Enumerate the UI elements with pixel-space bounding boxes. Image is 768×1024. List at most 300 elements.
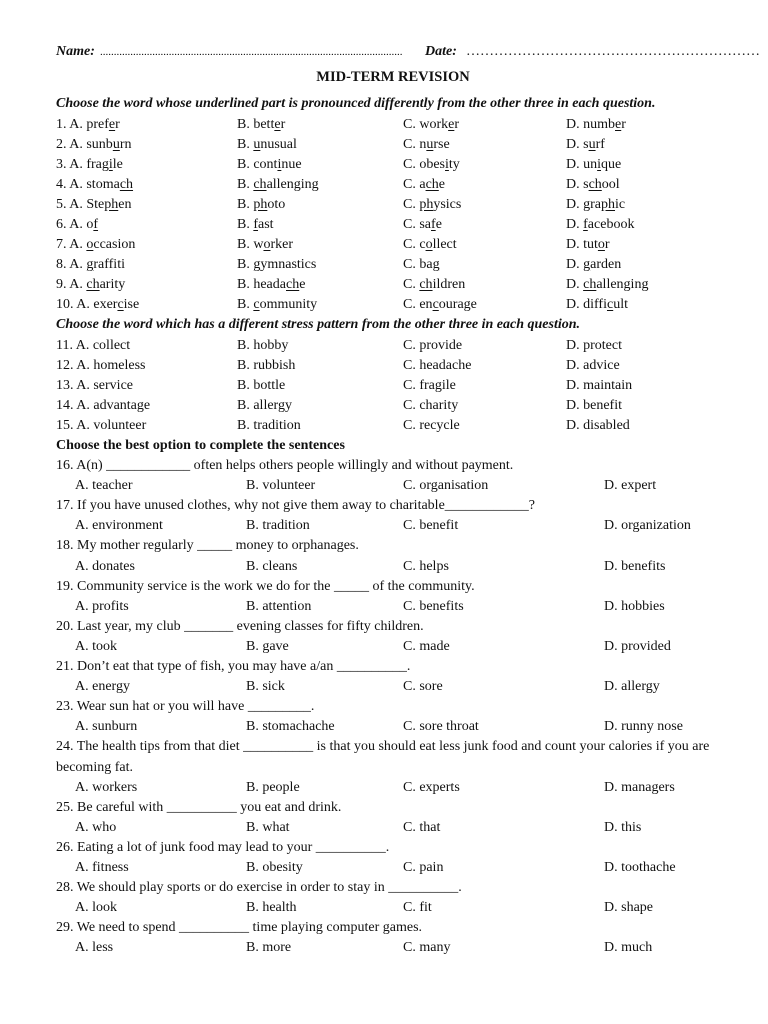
option-a: [56, 416, 146, 436]
option-a: [75, 597, 129, 617]
option-word: [86, 257, 125, 272]
option-letter: A.: [69, 176, 83, 192]
question-row: [56, 115, 716, 135]
option-b: [246, 597, 311, 617]
option-letter: B.: [237, 156, 250, 172]
option-letter: A.: [75, 819, 89, 835]
option-word: teacher: [92, 478, 133, 494]
option-d: [566, 135, 605, 155]
option-b: [237, 115, 285, 135]
section-instruction: Choose the best option to complete the sentences: [56, 438, 345, 453]
option-word: [86, 237, 135, 252]
word-part: nue: [281, 156, 302, 172]
option-word: [583, 217, 634, 232]
question-stem: [56, 496, 716, 516]
answer-options: [56, 778, 716, 798]
option-letter: C.: [403, 598, 416, 614]
option-letter: C.: [403, 116, 416, 132]
option-word: recycle: [419, 417, 460, 433]
option-d: [566, 235, 610, 255]
word-part: rn: [119, 136, 132, 152]
word-part: ildren: [432, 277, 466, 293]
option-letter: D.: [566, 136, 580, 152]
option-letter: C.: [403, 397, 416, 413]
option-letter: B.: [246, 518, 259, 534]
question-stem: [56, 838, 716, 858]
option-word: runny nose: [621, 719, 683, 735]
option-d: [566, 295, 628, 315]
option-letter: B.: [246, 779, 259, 795]
option-word: disabled: [583, 417, 630, 433]
word-part: diffi: [583, 297, 607, 313]
option-word: [93, 297, 139, 312]
word-part: le: [112, 156, 123, 172]
option-d: [604, 637, 671, 657]
option-letter: A.: [69, 156, 83, 172]
option-word: provide: [419, 337, 463, 353]
option-letter: A.: [76, 297, 90, 313]
word-part: en: [419, 297, 433, 313]
option-letter: B.: [237, 357, 250, 373]
option-d: [566, 175, 620, 195]
question-text: Be careful with __________ you eat and drink.: [77, 799, 342, 815]
option-c: [403, 195, 461, 215]
option-letter: C.: [403, 337, 416, 353]
option-letter: B.: [237, 257, 250, 273]
underlined-part: ph: [601, 196, 616, 212]
underlined-part: i: [597, 156, 602, 172]
option-c: [403, 336, 462, 356]
option-letter: B.: [246, 900, 259, 916]
name-label: Name:: [56, 44, 95, 59]
option-letter: D.: [566, 277, 580, 293]
question-number: 4.: [56, 176, 67, 192]
option-b: [237, 195, 285, 215]
word-part: acebook: [587, 216, 635, 232]
question-row: [56, 295, 716, 315]
option-d: [566, 275, 648, 295]
underlined-part: ch: [253, 176, 267, 192]
word-part: r: [115, 116, 120, 132]
option-word: [583, 257, 621, 272]
option-word: benefit: [583, 397, 622, 413]
underlined-part: c: [606, 297, 614, 313]
word-part: r: [604, 237, 610, 253]
option-c: [403, 898, 432, 918]
option-word: [86, 197, 131, 212]
word-part: ommunity: [259, 297, 318, 313]
answer-options: [56, 677, 716, 697]
option-word: hobby: [253, 337, 289, 353]
underlined-part: g: [432, 257, 440, 273]
option-word: pain: [419, 859, 444, 875]
option-d: [604, 476, 656, 496]
word-part: allenging: [266, 176, 319, 192]
question-number: 10.: [56, 297, 74, 313]
word-part: rse: [433, 136, 450, 152]
word-part: gra: [583, 196, 602, 212]
option-word: [86, 117, 119, 132]
question-number: 25.: [56, 799, 74, 815]
question-stem: [56, 737, 716, 777]
option-letter: C.: [403, 859, 416, 875]
option-letter: B.: [246, 598, 259, 614]
option-word: [86, 277, 125, 292]
option-letter: B.: [237, 176, 250, 192]
underlined-part: ch: [583, 277, 597, 293]
option-letter: B.: [237, 297, 250, 313]
option-word: volunteer: [262, 478, 316, 494]
option-b: [246, 677, 285, 697]
underlined-part: c: [432, 297, 439, 313]
option-word: advantage: [93, 397, 151, 413]
word-part: pref: [86, 116, 109, 132]
option-letter: D.: [566, 357, 580, 373]
word-part: ise: [123, 297, 140, 313]
option-c: [403, 476, 488, 496]
option-word: [253, 117, 285, 132]
option-word: headache: [419, 357, 472, 373]
word-part: bett: [253, 116, 275, 132]
option-a: [56, 235, 135, 255]
option-letter: C.: [403, 277, 416, 293]
question-number: 13.: [56, 377, 74, 393]
option-word: much: [621, 940, 653, 956]
question-row: [56, 376, 716, 396]
word-part: llect: [432, 237, 457, 253]
option-c: [403, 235, 457, 255]
option-word: who: [92, 819, 117, 835]
option-letter: C.: [403, 297, 416, 313]
option-b: [237, 255, 316, 275]
worksheet: [56, 42, 760, 958]
option-letter: B.: [237, 277, 250, 293]
option-a: [75, 778, 137, 798]
word-part: allenging: [596, 277, 649, 293]
option-a: [56, 396, 150, 416]
option-word: collect: [92, 337, 131, 353]
option-word: expert: [621, 478, 657, 494]
question-number: 2.: [56, 136, 67, 152]
word-part: r: [621, 116, 626, 132]
option-b: [237, 235, 293, 255]
option-letter: B.: [246, 638, 259, 654]
option-a: [75, 898, 117, 918]
underlined-part: u: [253, 136, 261, 152]
underlined-part: f: [93, 216, 99, 232]
question-text: Last year, my club _______ evening classes for fifty children.: [77, 618, 424, 634]
option-letter: B.: [237, 116, 250, 132]
question-number: 8.: [56, 257, 67, 273]
question-number: 18.: [56, 538, 74, 554]
underlined-part: o: [425, 237, 433, 253]
option-d: [604, 516, 691, 536]
name-blank: ..............................................................................................................: [100, 46, 403, 58]
option-letter: A.: [75, 679, 89, 695]
word-part: exer: [93, 297, 118, 313]
option-word: donates: [92, 558, 135, 574]
option-word: health: [262, 900, 297, 916]
question-number: 24.: [56, 739, 74, 755]
option-word: [419, 277, 465, 292]
question-text: Don’t eat that type of fish, you may have a/an __________.: [77, 659, 411, 675]
question-number: 11.: [56, 337, 73, 353]
option-letter: D.: [566, 116, 580, 132]
option-word: environment: [92, 518, 163, 534]
option-word: organization: [621, 518, 691, 534]
option-letter: A.: [75, 638, 89, 654]
question-stem: [56, 918, 716, 938]
option-letter: C.: [403, 558, 416, 574]
option-letter: D.: [566, 337, 580, 353]
option-letter: A.: [69, 216, 83, 232]
option-word: helps: [419, 558, 449, 574]
word-part: ast: [258, 216, 274, 232]
option-letter: C.: [403, 377, 416, 393]
question-row: [56, 175, 716, 195]
option-word: look: [92, 900, 118, 916]
question-number: 3.: [56, 156, 67, 172]
option-a: [56, 295, 139, 315]
question-text: A(n) ____________ often helps others people willingly and without payment.: [76, 458, 514, 474]
option-letter: D.: [566, 216, 580, 232]
option-d: [604, 938, 652, 958]
option-word: tradition: [253, 417, 301, 433]
word-part: tut: [583, 237, 598, 253]
option-word: fitness: [92, 859, 129, 875]
option-c: [403, 115, 459, 135]
option-word: [86, 217, 98, 232]
underlined-part: g: [86, 257, 94, 273]
option-word: what: [262, 819, 290, 835]
option-word: benefits: [621, 558, 666, 574]
underlined-part: u: [112, 136, 120, 152]
option-b: [246, 858, 303, 878]
option-letter: A.: [75, 719, 89, 735]
option-d: [604, 557, 665, 577]
option-c: [403, 215, 442, 235]
option-word: tradition: [262, 518, 310, 534]
option-word: volunteer: [93, 417, 147, 433]
option-c: [403, 938, 450, 958]
answer-options: [56, 858, 716, 878]
option-a: [56, 356, 145, 376]
option-letter: D.: [604, 900, 618, 916]
option-b: [237, 356, 295, 376]
word-part: e: [438, 176, 445, 192]
option-letter: D.: [566, 297, 580, 313]
option-word: sunburn: [92, 719, 138, 735]
option-a: [75, 516, 163, 536]
underlined-part: g: [583, 257, 591, 273]
question-row: [56, 235, 716, 255]
question-text: My mother regularly _____ money to orphanages.: [77, 538, 359, 554]
option-letter: A.: [75, 598, 89, 614]
underlined-part: ph: [419, 196, 434, 212]
question-text: The health tips from that diet __________ is that you should eat less junk food and count your calories if you are becoming fat.: [56, 739, 710, 775]
option-letter: D.: [566, 417, 580, 433]
option-letter: C.: [403, 417, 416, 433]
underlined-part: i: [445, 156, 449, 172]
option-b: [237, 396, 292, 416]
option-b: [237, 336, 288, 356]
question-number: 20.: [56, 618, 74, 634]
option-letter: C.: [403, 900, 416, 916]
underlined-part: e: [448, 116, 455, 132]
option-word: provided: [621, 638, 671, 654]
option-a: [75, 476, 133, 496]
word-part: s: [583, 176, 589, 192]
question-number: 5.: [56, 196, 67, 212]
option-letter: A.: [69, 237, 83, 253]
option-d: [566, 396, 622, 416]
underlined-part: c: [253, 297, 260, 313]
option-word: [253, 257, 316, 272]
option-a: [56, 275, 125, 295]
option-letter: D.: [604, 598, 618, 614]
option-letter: C.: [403, 237, 416, 253]
underlined-part: ph: [104, 196, 119, 212]
option-letter: C.: [403, 136, 416, 152]
option-word: [419, 217, 442, 232]
question-number: 28.: [56, 880, 74, 896]
option-d: [604, 898, 653, 918]
option-letter: C.: [403, 257, 416, 273]
option-word: allergy: [253, 397, 292, 413]
option-b: [246, 898, 297, 918]
option-word: that: [419, 819, 441, 835]
option-c: [403, 275, 465, 295]
underlined-part: o: [86, 237, 94, 253]
option-letter: B.: [246, 940, 259, 956]
underlined-part: ch: [286, 277, 300, 293]
date-label: Date:: [425, 44, 457, 59]
option-word: cleans: [262, 558, 298, 574]
option-c: [403, 516, 458, 536]
underlined-part: ph: [253, 196, 268, 212]
option-word: fragile: [419, 377, 456, 393]
word-part: s: [583, 136, 589, 152]
word-part: nusual: [260, 136, 297, 152]
option-a: [56, 336, 130, 356]
answer-options: [56, 938, 716, 958]
question-row: [56, 135, 716, 155]
question-row: [56, 336, 716, 356]
option-b: [237, 175, 319, 195]
option-b: [237, 376, 285, 396]
option-word: protect: [583, 337, 622, 353]
option-letter: C.: [403, 216, 416, 232]
option-word: charity: [419, 397, 459, 413]
question-number: 16.: [56, 458, 74, 474]
section-instruction: Choose the word which has a different stress pattern from the other three in each question.: [56, 317, 581, 333]
option-d: [566, 155, 621, 175]
option-a: [56, 115, 120, 135]
option-letter: A.: [69, 196, 83, 212]
question-number: 14.: [56, 397, 74, 413]
word-part: Ste: [86, 196, 105, 212]
underlined-part: f: [253, 216, 259, 232]
option-letter: A.: [76, 357, 90, 373]
underlined-part: u: [588, 136, 596, 152]
word-part: cont: [253, 156, 278, 172]
option-word: [253, 137, 297, 152]
question-number: 29.: [56, 920, 74, 936]
option-word: sick: [262, 679, 285, 695]
option-letter: D.: [604, 558, 618, 574]
word-part: o: [86, 216, 94, 232]
word-part: arity: [99, 277, 126, 293]
option-word: [583, 297, 628, 312]
option-word: [419, 137, 449, 152]
word-part: ysics: [433, 196, 462, 212]
option-letter: A.: [75, 940, 89, 956]
word-part: ult: [613, 297, 628, 313]
option-a: [75, 858, 129, 878]
word-part: stoma: [86, 176, 120, 192]
underlined-part: ch: [588, 176, 602, 192]
option-word: [419, 257, 439, 272]
option-letter: B.: [246, 859, 259, 875]
option-word: bottle: [253, 377, 286, 393]
word-part: ic: [615, 196, 626, 212]
word-part: ccasion: [93, 237, 136, 253]
option-word: [583, 117, 626, 132]
underlined-part: e: [615, 116, 622, 132]
option-letter: C.: [403, 940, 416, 956]
option-letter: C.: [403, 518, 416, 534]
option-d: [566, 115, 626, 135]
option-letter: D.: [604, 679, 618, 695]
option-word: [253, 157, 301, 172]
option-d: [566, 416, 630, 436]
option-word: toothache: [621, 859, 676, 875]
option-letter: C.: [403, 196, 416, 212]
answer-options: [56, 818, 716, 838]
underlined-part: f: [431, 216, 436, 232]
option-c: [403, 677, 443, 697]
question-row: [56, 215, 716, 235]
option-c: [403, 396, 458, 416]
question-text: If you have unused clothes, why not give them away to charitable____________?: [77, 498, 535, 514]
word-part: obes: [419, 156, 446, 172]
option-letter: C.: [403, 478, 416, 494]
option-letter: A.: [76, 417, 90, 433]
option-word: people: [262, 779, 300, 795]
option-word: [86, 177, 133, 192]
option-word: more: [262, 940, 292, 956]
option-word: obesity: [262, 859, 303, 875]
question-stem: [56, 577, 716, 597]
option-word: [253, 297, 317, 312]
question-number: 23.: [56, 699, 74, 715]
option-letter: B.: [237, 377, 250, 393]
question-number: 12.: [56, 357, 74, 373]
question-row: [56, 275, 716, 295]
option-d: [566, 336, 622, 356]
option-c: [403, 356, 471, 376]
question-text: Eating a lot of junk food may lead to your __________.: [77, 839, 390, 855]
option-c: [403, 255, 440, 275]
option-letter: A.: [75, 859, 89, 875]
option-a: [75, 637, 117, 657]
option-letter: A.: [69, 116, 83, 132]
option-letter: C.: [403, 779, 416, 795]
answer-options: [56, 597, 716, 617]
option-d: [604, 597, 665, 617]
option-letter: D.: [604, 940, 618, 956]
option-word: [419, 117, 459, 132]
